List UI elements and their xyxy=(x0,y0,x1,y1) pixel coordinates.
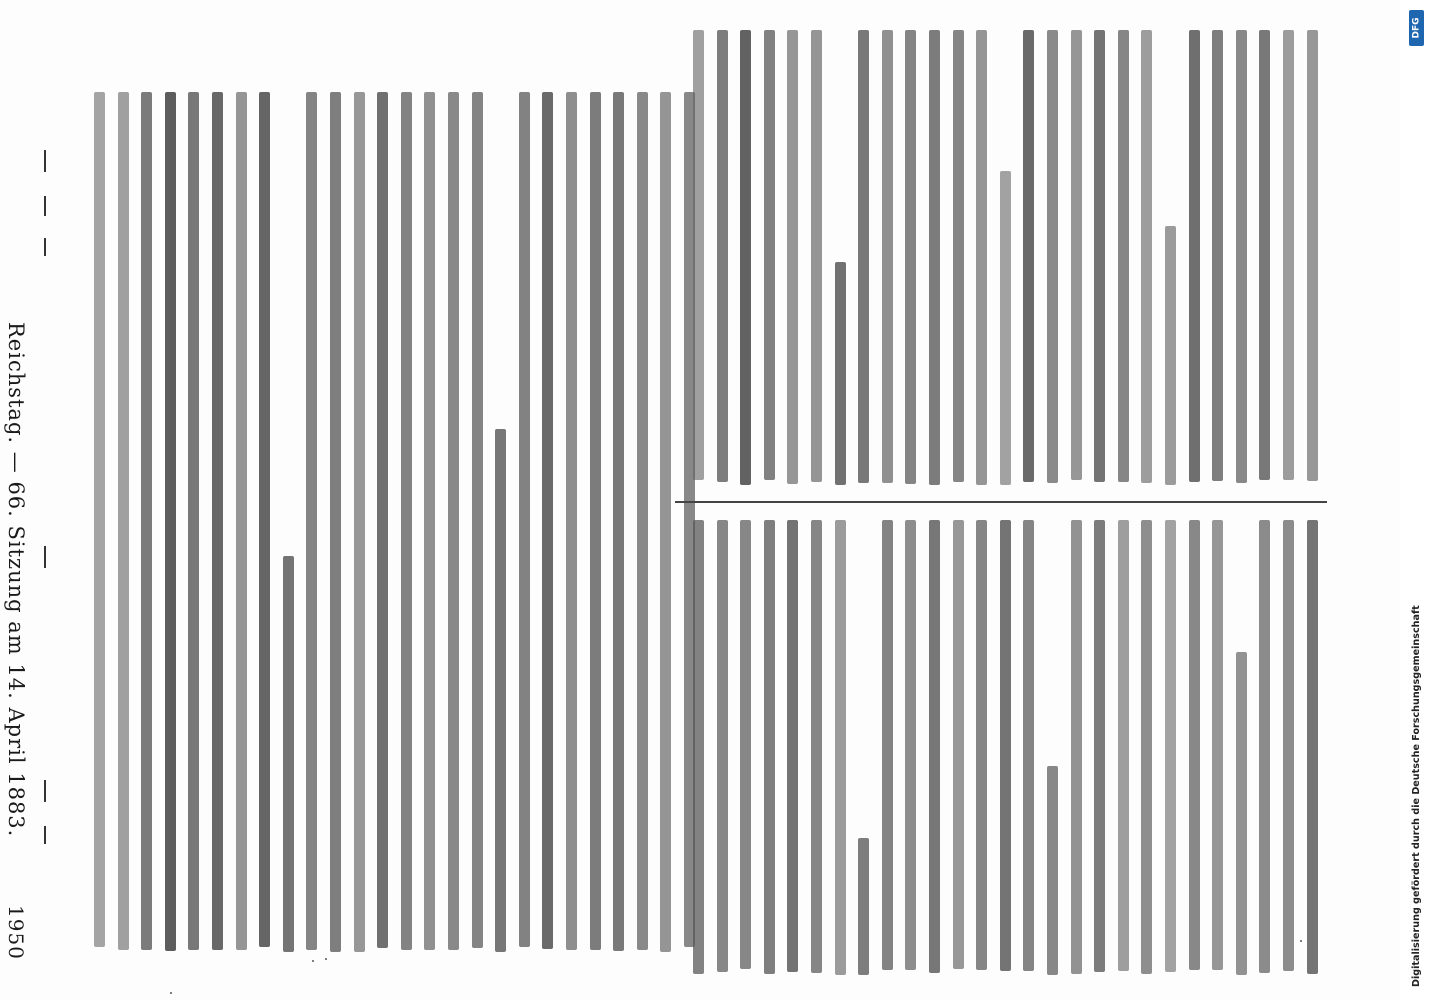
scan-speck xyxy=(170,992,172,994)
text-line xyxy=(1283,520,1294,971)
text-line xyxy=(1118,30,1129,482)
text-line xyxy=(717,30,728,482)
text-line xyxy=(1307,30,1318,481)
text-line xyxy=(953,30,964,482)
text-line xyxy=(882,30,893,483)
text-line xyxy=(905,520,916,970)
text-line xyxy=(811,520,822,973)
text-line xyxy=(1165,226,1176,485)
text-line xyxy=(1212,30,1223,481)
text-line xyxy=(1141,520,1152,974)
text-line xyxy=(717,520,728,972)
text-line xyxy=(740,520,751,969)
text-line xyxy=(858,838,869,975)
text-line xyxy=(306,92,317,950)
text-line xyxy=(1118,520,1129,971)
header-rule xyxy=(44,546,46,568)
text-line xyxy=(188,92,199,950)
text-line xyxy=(976,520,987,970)
text-line xyxy=(1165,520,1176,972)
text-line xyxy=(929,520,940,973)
header-rule xyxy=(44,826,46,844)
text-line xyxy=(882,520,893,970)
header-rule xyxy=(44,780,46,802)
text-line xyxy=(236,92,247,950)
text-line xyxy=(1141,30,1152,483)
text-line xyxy=(590,92,601,950)
text-line xyxy=(764,520,775,974)
text-line xyxy=(637,92,648,950)
text-line xyxy=(693,30,704,480)
scan-speck xyxy=(312,960,314,962)
text-line xyxy=(401,92,412,950)
text-line xyxy=(1023,520,1034,971)
text-line xyxy=(141,92,152,950)
text-line xyxy=(905,30,916,484)
text-line xyxy=(1047,766,1058,975)
text-line xyxy=(835,262,846,485)
text-line xyxy=(542,92,553,949)
text-line xyxy=(1236,652,1247,975)
text-line xyxy=(1000,520,1011,971)
text-line xyxy=(118,92,129,950)
text-line xyxy=(1236,30,1247,483)
text-line xyxy=(472,92,483,948)
running-title: Reichstag. — 66. Sitzung am 14. April 1883. xyxy=(4,322,28,838)
text-line xyxy=(354,92,365,952)
text-line xyxy=(1071,520,1082,974)
column-separator xyxy=(675,501,1327,503)
text-line xyxy=(1259,30,1270,480)
text-line xyxy=(1094,30,1105,482)
text-line xyxy=(613,92,624,951)
text-line xyxy=(566,92,577,950)
text-line xyxy=(811,30,822,482)
text-line xyxy=(1283,30,1294,480)
text-line xyxy=(495,429,506,952)
text-line xyxy=(1189,30,1200,482)
text-line xyxy=(787,30,798,484)
text-line xyxy=(835,520,846,975)
text-line xyxy=(740,30,751,485)
text-line xyxy=(165,92,176,951)
text-line xyxy=(283,556,294,952)
text-line xyxy=(424,92,435,950)
text-line xyxy=(858,30,869,483)
text-line xyxy=(1000,171,1011,485)
text-line xyxy=(259,92,270,947)
text-line xyxy=(1259,520,1270,973)
text-line xyxy=(212,92,223,950)
text-line xyxy=(693,520,704,974)
text-line xyxy=(1212,520,1223,970)
text-line xyxy=(660,92,671,952)
header-rule xyxy=(44,150,46,172)
page-header xyxy=(34,30,64,980)
text-line xyxy=(976,30,987,485)
page-number: 1950 xyxy=(4,905,28,960)
text-line xyxy=(1094,520,1105,972)
scan-speck xyxy=(1300,940,1302,942)
text-line xyxy=(519,92,530,947)
text-line xyxy=(1071,30,1082,480)
header-rule xyxy=(44,196,46,216)
text-line xyxy=(1189,520,1200,970)
text-line xyxy=(1047,30,1058,483)
header-rule xyxy=(44,238,46,256)
text-line xyxy=(929,30,940,485)
scan-speck xyxy=(325,958,327,960)
text-line xyxy=(448,92,459,950)
text-line xyxy=(764,30,775,480)
credit-text: Digitalisierung gefördert durch die Deutsche Forschungsgemeinschaft xyxy=(1411,605,1422,987)
dfg-logo: DFG xyxy=(1409,10,1424,46)
text-line xyxy=(787,520,798,972)
text-line xyxy=(1307,520,1318,974)
text-line xyxy=(377,92,388,948)
text-line xyxy=(94,92,105,947)
text-line xyxy=(330,92,341,952)
text-line xyxy=(953,520,964,969)
text-line xyxy=(1023,30,1034,482)
